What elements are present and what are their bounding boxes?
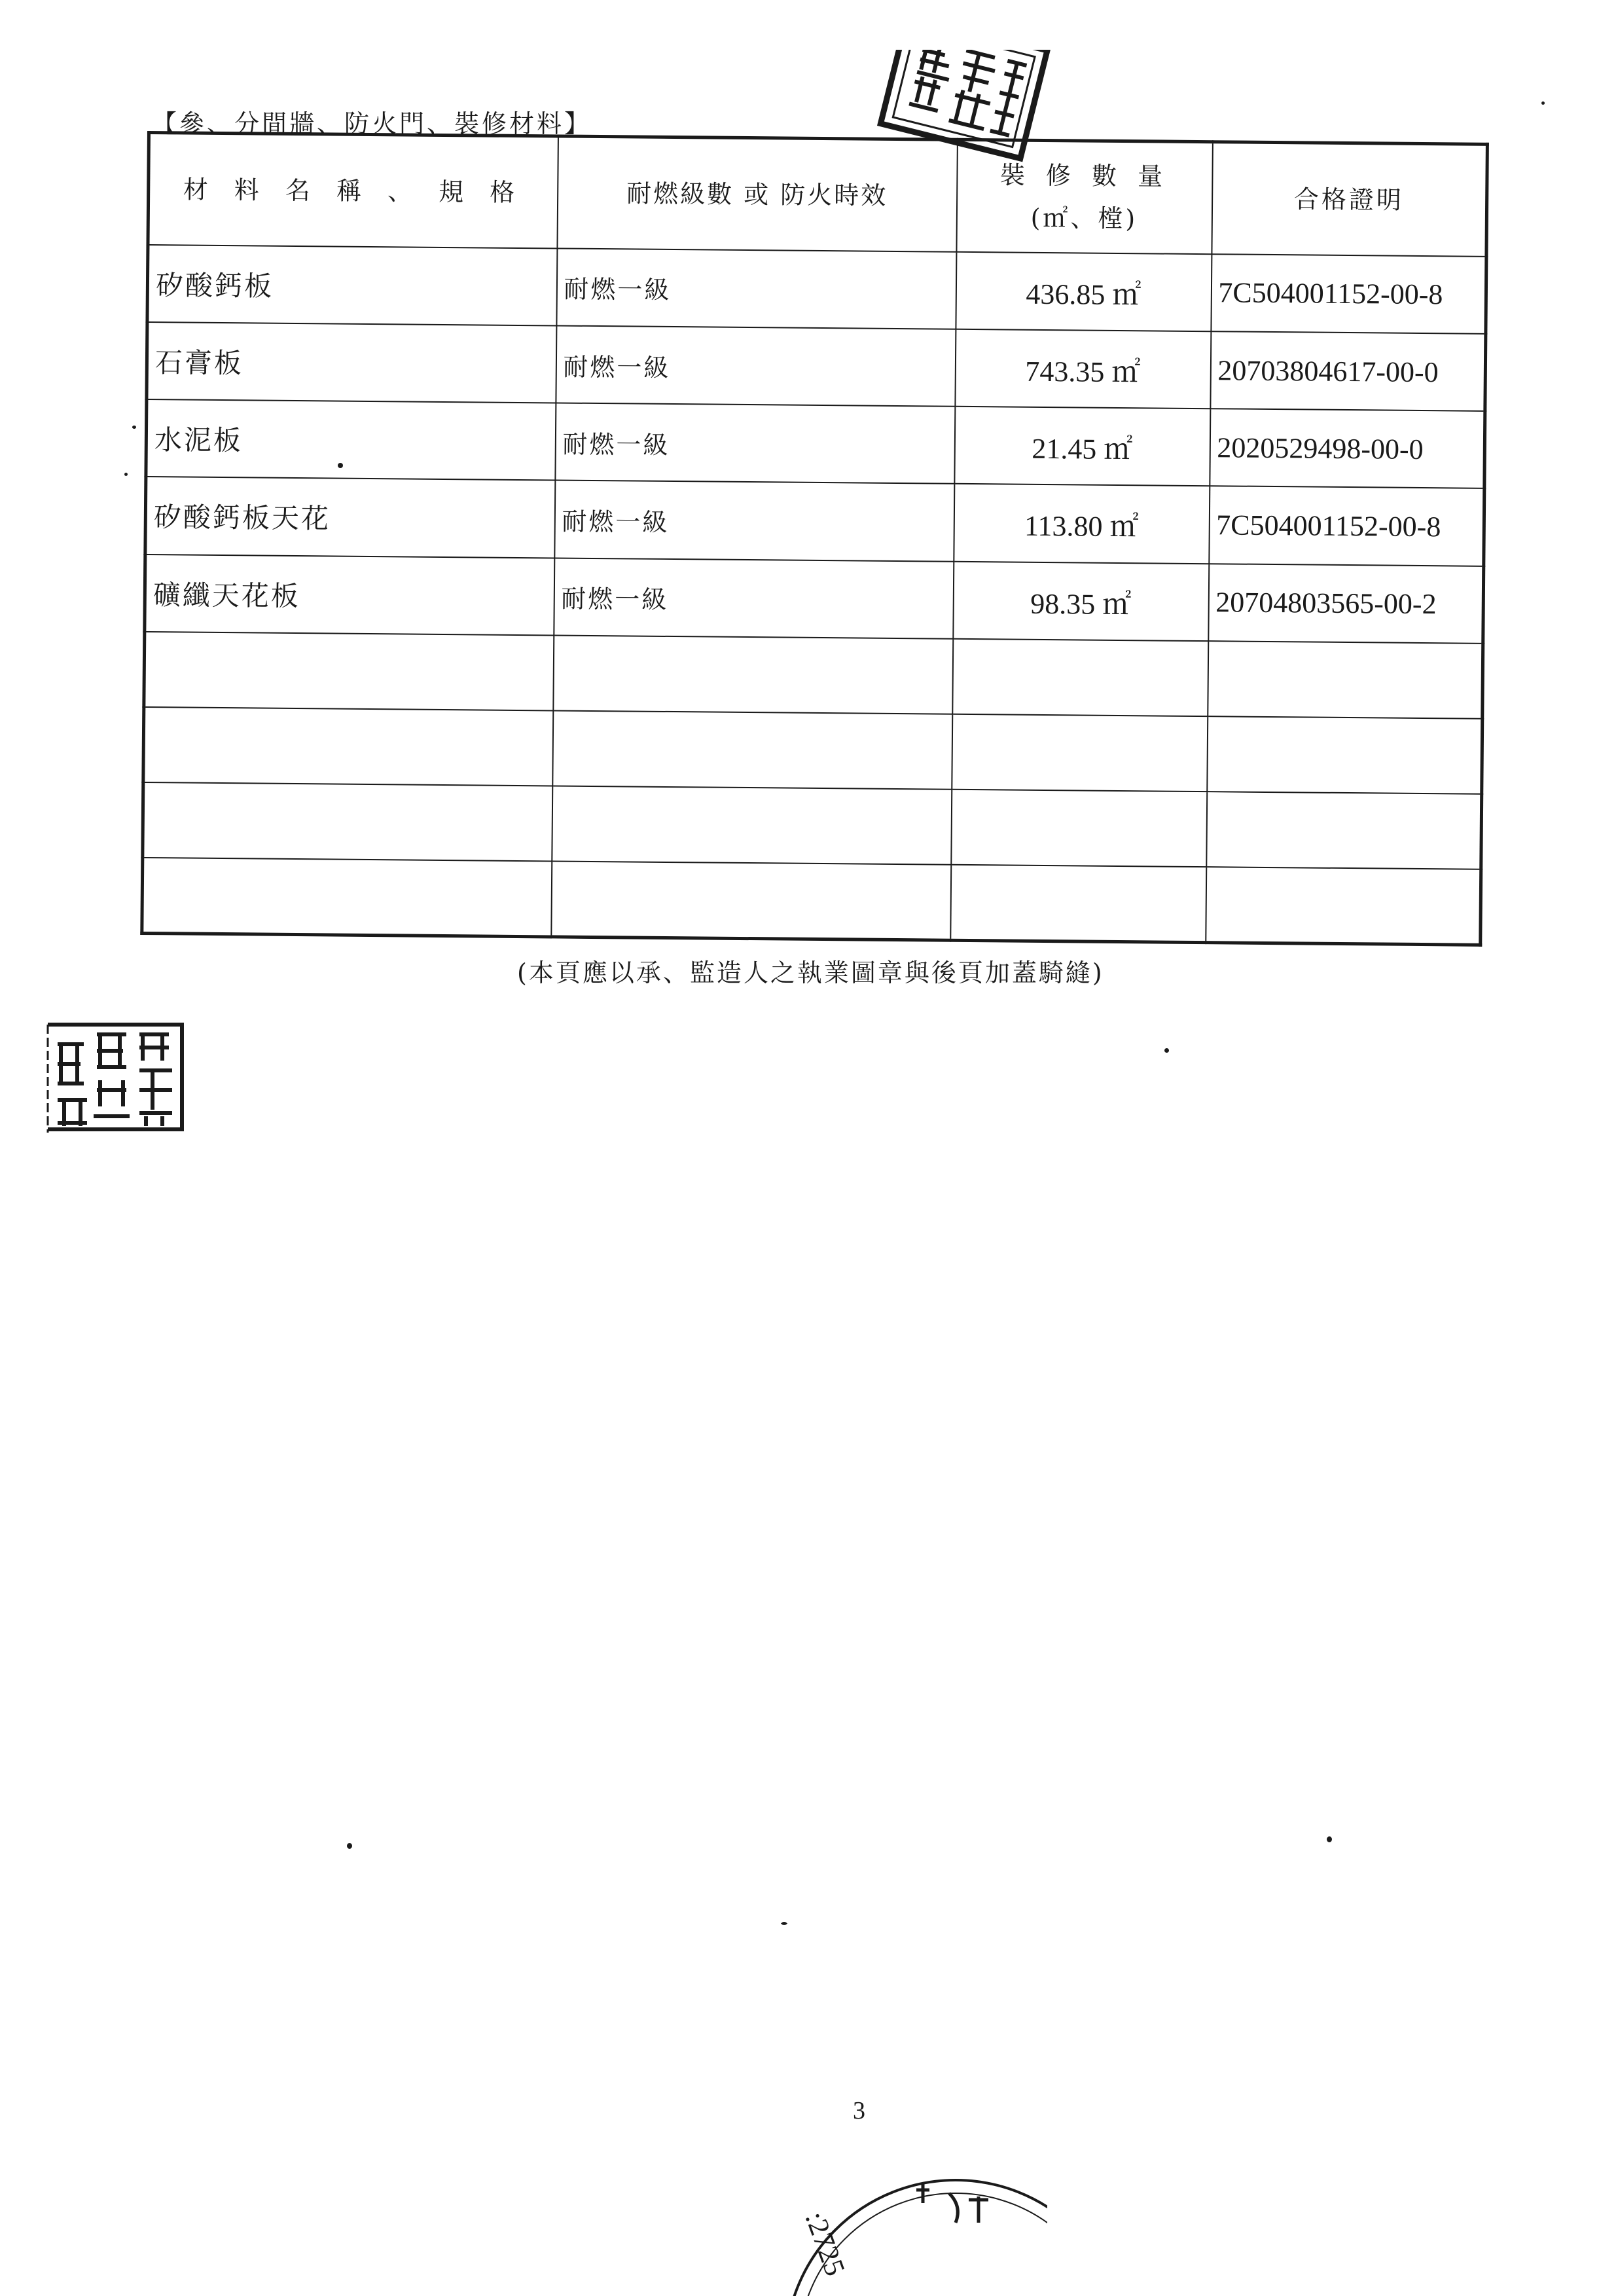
scan-speck <box>347 1843 352 1849</box>
fire-grade-cell: 耐燃一級 <box>554 481 954 562</box>
header-material-name <box>148 133 558 249</box>
footnote: (本頁應以承、監造人之執業圖章與後頁加蓋騎縫) <box>517 958 1104 987</box>
scan-speck <box>124 473 128 476</box>
scan-speck <box>338 463 343 468</box>
page-number: 3 <box>853 2097 865 2124</box>
quantity-cell: 113.80 ㎡ <box>954 484 1210 564</box>
bottom-stamp-text: :2725 <box>799 2207 852 2280</box>
material-name-cell: 水泥板 <box>146 399 556 481</box>
table-row <box>147 245 1486 334</box>
header-certificate <box>1212 142 1487 257</box>
materials-table <box>140 131 1489 947</box>
header-material-name-label: 材 料 名 稱 、 規 格 <box>183 175 524 207</box>
table-row <box>145 477 1484 566</box>
table-row-empty <box>144 632 1483 719</box>
material-name-cell: 矽酸鈣板 <box>147 245 557 326</box>
quantity-cell: 436.85 ㎡ <box>956 252 1212 332</box>
material-name-cell: 礦纖天花板 <box>145 555 554 636</box>
material-name-cell: 矽酸鈣板天花 <box>145 477 555 558</box>
scan-speck <box>1164 1048 1169 1053</box>
table-header-row <box>148 133 1487 257</box>
table-row <box>147 322 1486 411</box>
fire-grade-cell: 耐燃一級 <box>556 325 956 407</box>
fire-grade-cell: 耐燃一級 <box>556 248 956 329</box>
quantity-cell: 743.35 ㎡ <box>955 329 1211 409</box>
left-seal-stamp <box>45 1018 189 1142</box>
header-quantity-line1: 裝 修 數 量 <box>999 160 1170 191</box>
section-heading: 【參、分間牆、防火門、裝修材料】 <box>152 109 592 138</box>
material-name-cell: 石膏板 <box>147 322 556 403</box>
quantity-cell: 21.45 ㎡ <box>954 407 1210 486</box>
scan-speck <box>132 426 136 429</box>
header-fire-grade <box>557 136 957 252</box>
bottom-seal-stamp <box>759 2160 1047 2296</box>
header-certificate-label: 合格證明 <box>1293 184 1405 215</box>
table-row <box>146 399 1485 488</box>
certificate-cell: 7C504001152-00-8 <box>1211 254 1486 334</box>
scan-speck <box>1541 101 1545 105</box>
table-row <box>145 555 1484 644</box>
header-fire-grade-label: 耐燃級數 或 防火時效 <box>626 178 888 210</box>
certificate-cell: 7C504001152-00-8 <box>1209 486 1484 566</box>
scan-speck <box>781 1922 787 1925</box>
certificate-cell: 2020529498-00-0 <box>1210 409 1485 488</box>
certificate-cell: 20703804617-00-0 <box>1210 331 1486 411</box>
header-quantity-line2: (㎡、樘) <box>1030 203 1138 234</box>
table-row-empty <box>142 858 1481 945</box>
certificate-cell: 20704803565-00-2 <box>1208 564 1484 644</box>
table-row-empty <box>143 782 1482 869</box>
fire-grade-cell: 耐燃一級 <box>554 558 954 639</box>
header-quantity <box>956 139 1212 254</box>
fire-grade-cell: 耐燃一級 <box>555 403 955 484</box>
quantity-cell: 98.35 ㎡ <box>953 561 1209 641</box>
scan-speck <box>1327 1836 1332 1842</box>
table-row-empty <box>143 707 1483 794</box>
